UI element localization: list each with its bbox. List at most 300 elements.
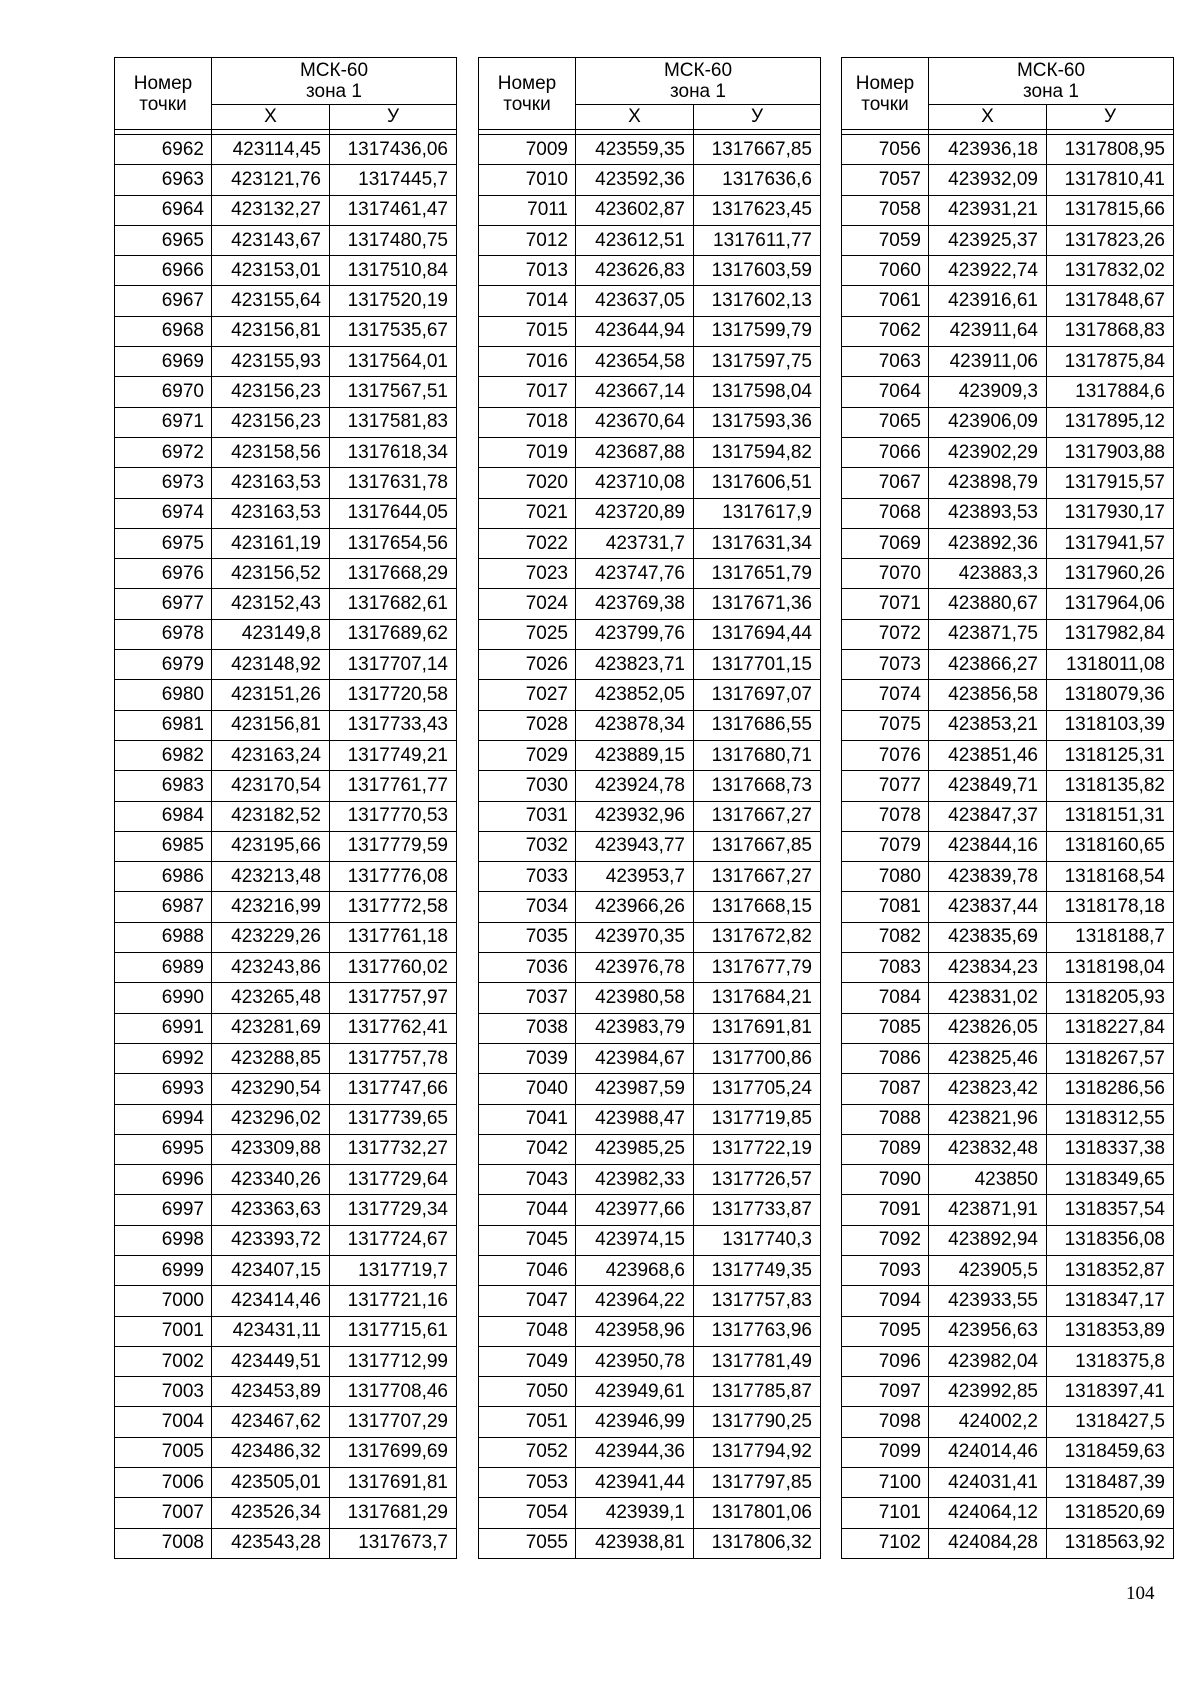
- point-number-cell: 7001: [115, 1316, 212, 1346]
- table-row: [479, 256, 821, 286]
- point-number-cell: 7077: [842, 771, 929, 801]
- x-coordinate-cell: 423987,59: [576, 1074, 694, 1104]
- table-row: [115, 407, 457, 437]
- x-coordinate-cell: 423156,52: [212, 559, 330, 589]
- table-row: [115, 528, 457, 558]
- y-coordinate-cell: 1317719,85: [694, 1104, 821, 1134]
- table-row: [479, 740, 821, 770]
- x-coordinate-cell: 423543,28: [212, 1528, 330, 1558]
- x-coordinate-cell: 423626,83: [576, 256, 694, 286]
- x-coordinate-cell: 423467,62: [212, 1407, 330, 1437]
- x-coordinate-cell: 423414,46: [212, 1286, 330, 1316]
- table-row: [842, 1134, 1174, 1164]
- y-coordinate-cell: 1317715,61: [330, 1316, 457, 1346]
- table-row: [115, 1013, 457, 1043]
- point-number-cell: 7102: [842, 1528, 929, 1558]
- point-number-cell: 6990: [115, 983, 212, 1013]
- y-coordinate-cell: 1317691,81: [694, 1013, 821, 1043]
- table-row: [115, 801, 457, 831]
- y-coordinate-cell: 1317801,06: [694, 1498, 821, 1528]
- table-row: [479, 407, 821, 437]
- table-row: [479, 498, 821, 528]
- x-coordinate-cell: 423155,64: [212, 286, 330, 316]
- x-coordinate-cell: 423832,48: [929, 1134, 1047, 1164]
- y-coordinate-cell: 1317779,59: [330, 831, 457, 861]
- table-row: [479, 316, 821, 346]
- x-coordinate-cell: 423831,02: [929, 983, 1047, 1013]
- table-row: [479, 468, 821, 498]
- x-coordinate-cell: 423852,05: [576, 680, 694, 710]
- x-coordinate-cell: 423982,33: [576, 1165, 694, 1195]
- x-coordinate-cell: 423309,88: [212, 1134, 330, 1164]
- point-number-cell: 7031: [479, 801, 576, 831]
- y-coordinate-cell: 1317603,59: [694, 256, 821, 286]
- table-row: [115, 1195, 457, 1225]
- table-row: [115, 1255, 457, 1285]
- x-coordinate-cell: 423216,99: [212, 892, 330, 922]
- table-row: [842, 135, 1174, 165]
- table-row: [479, 589, 821, 619]
- point-number-cell: 7035: [479, 922, 576, 952]
- y-coordinate-cell: 1317480,75: [330, 225, 457, 255]
- table-row: [115, 831, 457, 861]
- y-coordinate-cell: 1318487,39: [1047, 1468, 1174, 1498]
- x-coordinate-cell: 423924,78: [576, 771, 694, 801]
- table-row: [479, 528, 821, 558]
- y-coordinate-cell: 1317673,7: [330, 1528, 457, 1558]
- x-coordinate-cell: 423182,52: [212, 801, 330, 831]
- table-row: [479, 195, 821, 225]
- x-coordinate-cell: 423453,89: [212, 1377, 330, 1407]
- point-number-cell: 6964: [115, 195, 212, 225]
- y-coordinate-cell: 1318168,54: [1047, 862, 1174, 892]
- point-number-cell: 7098: [842, 1407, 929, 1437]
- x-coordinate-cell: 423163,53: [212, 468, 330, 498]
- point-number-cell: 6982: [115, 740, 212, 770]
- y-coordinate-cell: 1317436,06: [330, 135, 457, 165]
- table-row: [479, 165, 821, 195]
- y-coordinate-cell: 1317895,12: [1047, 407, 1174, 437]
- table-row: [842, 983, 1174, 1013]
- x-coordinate-cell: 423612,51: [576, 225, 694, 255]
- table-row: [115, 1165, 457, 1195]
- system-name: МСК-60: [299, 60, 369, 81]
- point-number-cell: 7037: [479, 983, 576, 1013]
- table-row: [842, 498, 1174, 528]
- table-row: [842, 1074, 1174, 1104]
- point-number-cell: 7027: [479, 680, 576, 710]
- x-coordinate-cell: 423602,87: [576, 195, 694, 225]
- point-number-cell: 6975: [115, 528, 212, 558]
- x-coordinate-cell: 423911,64: [929, 316, 1047, 346]
- point-number-cell: 7088: [842, 1104, 929, 1134]
- point-number-cell: 6966: [115, 256, 212, 286]
- point-number-cell: 7049: [479, 1346, 576, 1376]
- point-number-cell: 7083: [842, 953, 929, 983]
- point-number-cell: 7084: [842, 983, 929, 1013]
- x-coordinate-cell: 423114,45: [212, 135, 330, 165]
- point-number-cell: 7008: [115, 1528, 212, 1558]
- table-row: [479, 680, 821, 710]
- y-coordinate-cell: 1317941,57: [1047, 528, 1174, 558]
- x-coordinate-cell: 423938,81: [576, 1528, 694, 1558]
- table-row: [479, 1043, 821, 1073]
- x-coordinate-cell: 423856,58: [929, 680, 1047, 710]
- y-coordinate-cell: 1317689,62: [330, 619, 457, 649]
- x-coordinate-cell: 423835,69: [929, 922, 1047, 952]
- y-coordinate-cell: 1318227,84: [1047, 1013, 1174, 1043]
- x-coordinate-cell: 423847,37: [929, 801, 1047, 831]
- x-coordinate-cell: 423243,86: [212, 953, 330, 983]
- table-row: [115, 619, 457, 649]
- y-coordinate-cell: 1317593,36: [694, 407, 821, 437]
- point-number-cell: 7052: [479, 1437, 576, 1467]
- x-coordinate-cell: 423943,77: [576, 831, 694, 861]
- x-coordinate-cell: 423944,36: [576, 1437, 694, 1467]
- table-row: [115, 316, 457, 346]
- point-number-cell: 6991: [115, 1013, 212, 1043]
- y-coordinate-cell: 1317697,07: [694, 680, 821, 710]
- point-number-cell: 7069: [842, 528, 929, 558]
- x-coordinate-cell: 423229,26: [212, 922, 330, 952]
- x-coordinate-cell: 423936,18: [929, 135, 1047, 165]
- x-coordinate-cell: 423871,75: [929, 619, 1047, 649]
- x-coordinate-cell: 423505,01: [212, 1468, 330, 1498]
- point-number-cell: 7066: [842, 437, 929, 467]
- point-number-cell: 7011: [479, 195, 576, 225]
- x-coordinate-cell: 423932,96: [576, 801, 694, 831]
- y-coordinate-cell: 1317719,7: [330, 1255, 457, 1285]
- table-row: [842, 1043, 1174, 1073]
- x-coordinate-cell: 423667,14: [576, 377, 694, 407]
- y-coordinate-cell: 1318160,65: [1047, 831, 1174, 861]
- table-row: [842, 831, 1174, 861]
- x-coordinate-cell: 423156,23: [212, 377, 330, 407]
- y-coordinate-cell: 1317672,82: [694, 922, 821, 952]
- point-number-cell: 7044: [479, 1195, 576, 1225]
- y-coordinate-cell: 1317654,56: [330, 528, 457, 558]
- point-number-cell: 7009: [479, 135, 576, 165]
- point-number-cell: 7014: [479, 286, 576, 316]
- y-coordinate-cell: 1317618,34: [330, 437, 457, 467]
- table-row: [479, 1377, 821, 1407]
- point-number-cell: 7076: [842, 740, 929, 770]
- point-number-cell: 7016: [479, 347, 576, 377]
- x-coordinate-cell: 423906,09: [929, 407, 1047, 437]
- table-row: [115, 1407, 457, 1437]
- y-coordinate-cell: 1317671,36: [694, 589, 821, 619]
- y-coordinate-cell: 1317903,88: [1047, 437, 1174, 467]
- table-row: [115, 347, 457, 377]
- y-coordinate-cell: 1317729,64: [330, 1165, 457, 1195]
- table-row: [479, 1346, 821, 1376]
- table-row: [115, 165, 457, 195]
- table-row: [115, 437, 457, 467]
- y-coordinate-cell: 1317705,24: [694, 1074, 821, 1104]
- y-coordinate-cell: 1317726,57: [694, 1165, 821, 1195]
- x-coordinate-cell: 423149,8: [212, 619, 330, 649]
- y-coordinate-cell: 1318337,38: [1047, 1134, 1174, 1164]
- x-coordinate-cell: 423988,47: [576, 1104, 694, 1134]
- table-row: [479, 1104, 821, 1134]
- y-coordinate-cell: 1317597,75: [694, 347, 821, 377]
- x-coordinate-cell: 423946,99: [576, 1407, 694, 1437]
- table-row: [115, 286, 457, 316]
- point-number-cell: 7028: [479, 710, 576, 740]
- table-row: [842, 195, 1174, 225]
- point-number-cell: 6976: [115, 559, 212, 589]
- y-coordinate-cell: 1317785,87: [694, 1377, 821, 1407]
- table-row: [842, 225, 1174, 255]
- point-number-cell: 7019: [479, 437, 576, 467]
- point-number-cell: 7072: [842, 619, 929, 649]
- table-row: [842, 1316, 1174, 1346]
- y-coordinate-cell: 1317875,84: [1047, 347, 1174, 377]
- point-number-cell: 7024: [479, 589, 576, 619]
- y-coordinate-cell: 1317739,65: [330, 1104, 457, 1134]
- y-coordinate-cell: 1317832,02: [1047, 256, 1174, 286]
- coordinates-table-2: [478, 57, 821, 1559]
- x-coordinate-cell: 423849,71: [929, 771, 1047, 801]
- x-coordinate-cell: 423670,64: [576, 407, 694, 437]
- point-number-cell: 7043: [479, 1165, 576, 1195]
- table-row: [115, 1468, 457, 1498]
- point-number-cell: 6986: [115, 862, 212, 892]
- y-coordinate-cell: 1317701,15: [694, 650, 821, 680]
- x-coordinate-cell: 423850: [929, 1165, 1047, 1195]
- point-number-cell: 7067: [842, 468, 929, 498]
- point-number-cell: 6973: [115, 468, 212, 498]
- point-number-cell: 7078: [842, 801, 929, 831]
- y-coordinate-cell: 1318151,31: [1047, 801, 1174, 831]
- point-number-cell: 6972: [115, 437, 212, 467]
- table-row: [842, 1195, 1174, 1225]
- table-row: [115, 1498, 457, 1528]
- table-row: [842, 528, 1174, 558]
- y-coordinate-cell: 1317631,78: [330, 468, 457, 498]
- point-number-cell: 7062: [842, 316, 929, 346]
- point-number-cell: 6979: [115, 650, 212, 680]
- x-coordinate-cell: 423148,92: [212, 650, 330, 680]
- table-row: [842, 589, 1174, 619]
- x-coordinate-cell: 423290,54: [212, 1074, 330, 1104]
- y-coordinate-cell: 1317667,85: [694, 135, 821, 165]
- table-row: [479, 619, 821, 649]
- x-coordinate-cell: 423158,56: [212, 437, 330, 467]
- x-coordinate-cell: 423970,35: [576, 922, 694, 952]
- point-number-cell: 7018: [479, 407, 576, 437]
- table-row: [842, 1165, 1174, 1195]
- point-number-cell: 7095: [842, 1316, 929, 1346]
- y-coordinate-cell: 1317868,83: [1047, 316, 1174, 346]
- point-number-cell: 7047: [479, 1286, 576, 1316]
- y-coordinate-cell: 1317681,29: [330, 1498, 457, 1528]
- y-coordinate-cell: 1317677,79: [694, 953, 821, 983]
- table-row: [842, 407, 1174, 437]
- point-number-cell: 6996: [115, 1165, 212, 1195]
- x-coordinate-cell: 423880,67: [929, 589, 1047, 619]
- x-coordinate-cell: 423977,66: [576, 1195, 694, 1225]
- x-coordinate-cell: 423902,29: [929, 437, 1047, 467]
- table-row: [479, 831, 821, 861]
- y-coordinate-cell: 1317761,18: [330, 922, 457, 952]
- table-row: [842, 862, 1174, 892]
- point-number-cell: 7058: [842, 195, 929, 225]
- y-coordinate-cell: 1317700,86: [694, 1043, 821, 1073]
- table-row: [115, 1134, 457, 1164]
- table-row: [479, 1165, 821, 1195]
- table-row: [842, 1346, 1174, 1376]
- table-row: [842, 740, 1174, 770]
- x-coordinate-cell: 423163,24: [212, 740, 330, 770]
- table-row: [842, 1286, 1174, 1316]
- y-coordinate-cell: 1318563,92: [1047, 1528, 1174, 1558]
- y-coordinate-cell: 1318178,18: [1047, 892, 1174, 922]
- y-coordinate-cell: 1317797,85: [694, 1468, 821, 1498]
- x-coordinate-cell: 423905,5: [929, 1255, 1047, 1285]
- x-coordinate-cell: 423941,44: [576, 1468, 694, 1498]
- x-coordinate-cell: 423153,01: [212, 256, 330, 286]
- y-coordinate-cell: 1317707,29: [330, 1407, 457, 1437]
- y-coordinate-cell: 1317667,85: [694, 831, 821, 861]
- table-row: [842, 1255, 1174, 1285]
- x-coordinate-cell: 423393,72: [212, 1225, 330, 1255]
- point-number-cell: 7025: [479, 619, 576, 649]
- point-number-cell: 6969: [115, 347, 212, 377]
- y-coordinate-cell: 1317631,34: [694, 528, 821, 558]
- y-coordinate-cell: 1317772,58: [330, 892, 457, 922]
- table-row: [842, 165, 1174, 195]
- y-coordinate-cell: 1317810,41: [1047, 165, 1174, 195]
- point-number-cell: 7038: [479, 1013, 576, 1043]
- y-coordinate-cell: 1317694,44: [694, 619, 821, 649]
- point-number-cell: 7100: [842, 1468, 929, 1498]
- point-number-cell: 6985: [115, 831, 212, 861]
- x-coordinate-cell: 423363,63: [212, 1195, 330, 1225]
- table-row: [479, 286, 821, 316]
- y-coordinate-cell: 1318312,55: [1047, 1104, 1174, 1134]
- point-number-cell: 6971: [115, 407, 212, 437]
- x-coordinate-cell: 424014,46: [929, 1437, 1047, 1467]
- table-row: [842, 953, 1174, 983]
- point-number-cell: 7003: [115, 1377, 212, 1407]
- table-row: [479, 1286, 821, 1316]
- x-coordinate-cell: 423909,3: [929, 377, 1047, 407]
- x-coordinate-cell: 423853,21: [929, 710, 1047, 740]
- point-number-cell: 7071: [842, 589, 929, 619]
- point-number-cell: 7041: [479, 1104, 576, 1134]
- y-coordinate-cell: 1317623,45: [694, 195, 821, 225]
- x-coordinate-cell: 423883,3: [929, 559, 1047, 589]
- x-coordinate-cell: 423281,69: [212, 1013, 330, 1043]
- y-coordinate-cell: 1318079,36: [1047, 680, 1174, 710]
- coordinates-table-3: [841, 57, 1174, 1559]
- y-coordinate-cell: 1318347,17: [1047, 1286, 1174, 1316]
- table-row: [842, 256, 1174, 286]
- x-coordinate-cell: 423799,76: [576, 619, 694, 649]
- table-row: [842, 1377, 1174, 1407]
- y-coordinate-cell: 1317781,49: [694, 1346, 821, 1376]
- point-number-cell: 7036: [479, 953, 576, 983]
- y-coordinate-cell: 1317848,67: [1047, 286, 1174, 316]
- x-coordinate-cell: 423983,79: [576, 1013, 694, 1043]
- y-column-header: У: [694, 105, 821, 130]
- table-row: [479, 1255, 821, 1285]
- x-coordinate-cell: 423823,71: [576, 650, 694, 680]
- table-body: [842, 130, 1174, 1559]
- table-row: [479, 710, 821, 740]
- point-number-cell: 7020: [479, 468, 576, 498]
- point-number-cell: 6970: [115, 377, 212, 407]
- table-row: [842, 771, 1174, 801]
- table-row: [115, 468, 457, 498]
- x-coordinate-cell: 424084,28: [929, 1528, 1047, 1558]
- y-coordinate-cell: 1317823,26: [1047, 225, 1174, 255]
- point-number-cell: 6974: [115, 498, 212, 528]
- y-coordinate-cell: 1317680,71: [694, 740, 821, 770]
- x-coordinate-cell: 423932,09: [929, 165, 1047, 195]
- y-coordinate-cell: 1317808,95: [1047, 135, 1174, 165]
- point-number-cell: 7060: [842, 256, 929, 286]
- table-row: [479, 225, 821, 255]
- y-coordinate-cell: 1317567,51: [330, 377, 457, 407]
- table-row: [115, 1346, 457, 1376]
- zone-label: зона 1: [1023, 81, 1079, 102]
- x-coordinate-cell: 424031,41: [929, 1468, 1047, 1498]
- x-coordinate-cell: 423984,67: [576, 1043, 694, 1073]
- x-coordinate-cell: 423889,15: [576, 740, 694, 770]
- y-coordinate-cell: 1318125,31: [1047, 740, 1174, 770]
- point-number-cell: 6968: [115, 316, 212, 346]
- table-row: [842, 710, 1174, 740]
- x-coordinate-cell: 423156,81: [212, 710, 330, 740]
- x-coordinate-cell: 423992,85: [929, 1377, 1047, 1407]
- zone-label: зона 1: [306, 81, 362, 102]
- table-row: [842, 468, 1174, 498]
- table-row: [479, 1225, 821, 1255]
- x-coordinate-cell: 423966,26: [576, 892, 694, 922]
- y-coordinate-cell: 1318375,8: [1047, 1346, 1174, 1376]
- point-number-cell: 6980: [115, 680, 212, 710]
- table-row: [842, 1437, 1174, 1467]
- point-number-cell: 7015: [479, 316, 576, 346]
- x-coordinate-cell: 424064,12: [929, 1498, 1047, 1528]
- y-coordinate-cell: 1317763,96: [694, 1316, 821, 1346]
- x-coordinate-cell: 423170,54: [212, 771, 330, 801]
- y-coordinate-cell: 1317721,16: [330, 1286, 457, 1316]
- y-coordinate-cell: 1317617,9: [694, 498, 821, 528]
- coordinate-system-header: [576, 58, 821, 105]
- point-number-cell: 6962: [115, 135, 212, 165]
- y-coordinate-cell: 1317747,66: [330, 1074, 457, 1104]
- y-coordinate-cell: 1318267,57: [1047, 1043, 1174, 1073]
- table-row: [479, 922, 821, 952]
- table-row: [115, 589, 457, 619]
- x-coordinate-cell: 423296,02: [212, 1104, 330, 1134]
- table-row: [842, 347, 1174, 377]
- x-coordinate-cell: 423939,1: [576, 1498, 694, 1528]
- point-number-cell: 7087: [842, 1074, 929, 1104]
- table-row: [115, 862, 457, 892]
- point-number-cell: 6987: [115, 892, 212, 922]
- table-body: [115, 130, 457, 1559]
- table-row: [842, 801, 1174, 831]
- table-row: [479, 1074, 821, 1104]
- y-coordinate-cell: 1317668,73: [694, 771, 821, 801]
- x-coordinate-cell: 423340,26: [212, 1165, 330, 1195]
- table-row: [115, 1437, 457, 1467]
- coordinates-table-1: [114, 57, 457, 1559]
